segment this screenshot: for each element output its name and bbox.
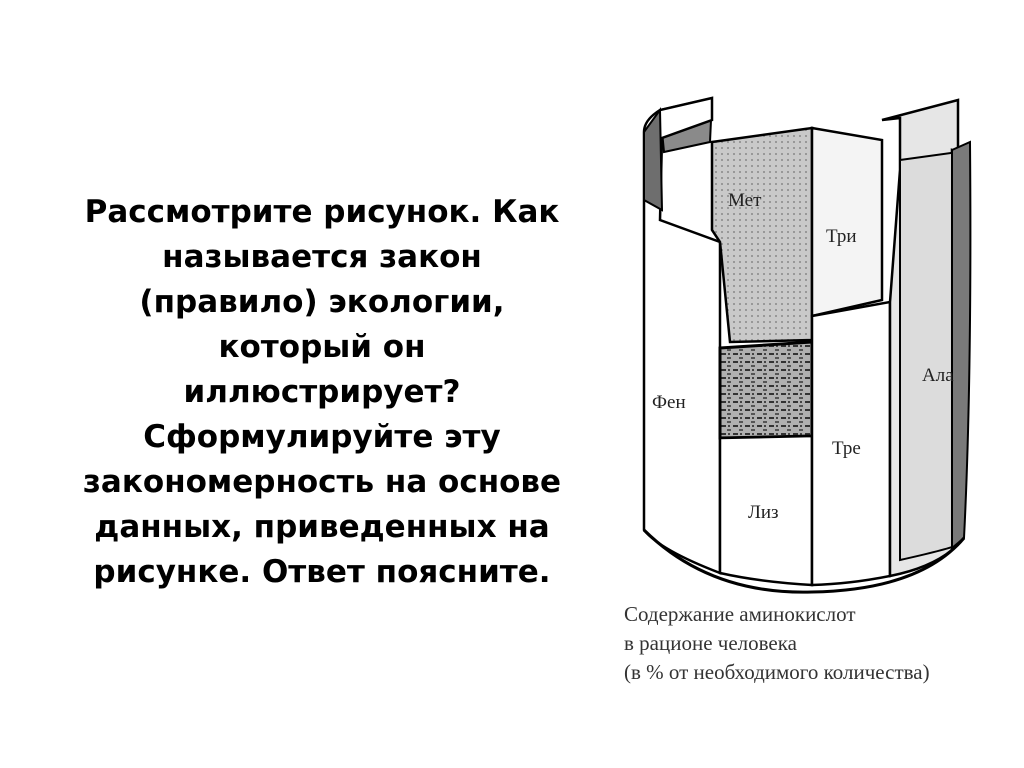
stave-tri (812, 128, 882, 316)
label-ala: Ала (922, 365, 954, 386)
label-tri: Три (826, 226, 857, 247)
label-tre: Тре (832, 438, 861, 459)
label-liz: Лиз (748, 502, 779, 523)
question-text: Рассмотрите рисунок. Как называется закон (правило) экологии, который он иллюстрирует? Сформулируйте эту закономерность на основе данных, приведенных на рисунке. Ответ поясните. (82, 194, 562, 590)
label-met: Мет (728, 190, 762, 211)
caption-line-1: Содержание аминокислот (624, 602, 856, 626)
barrel-drawing (600, 80, 1024, 600)
caption-line-2: в рационе человека (624, 631, 797, 655)
stave-met (712, 128, 812, 342)
stave-limiting (720, 342, 812, 438)
label-fen: Фен (652, 392, 686, 413)
caption-line-3: (в % от необходимого количества) (624, 660, 930, 684)
liebig-barrel-figure (600, 80, 1024, 720)
figure-caption (624, 600, 1024, 687)
